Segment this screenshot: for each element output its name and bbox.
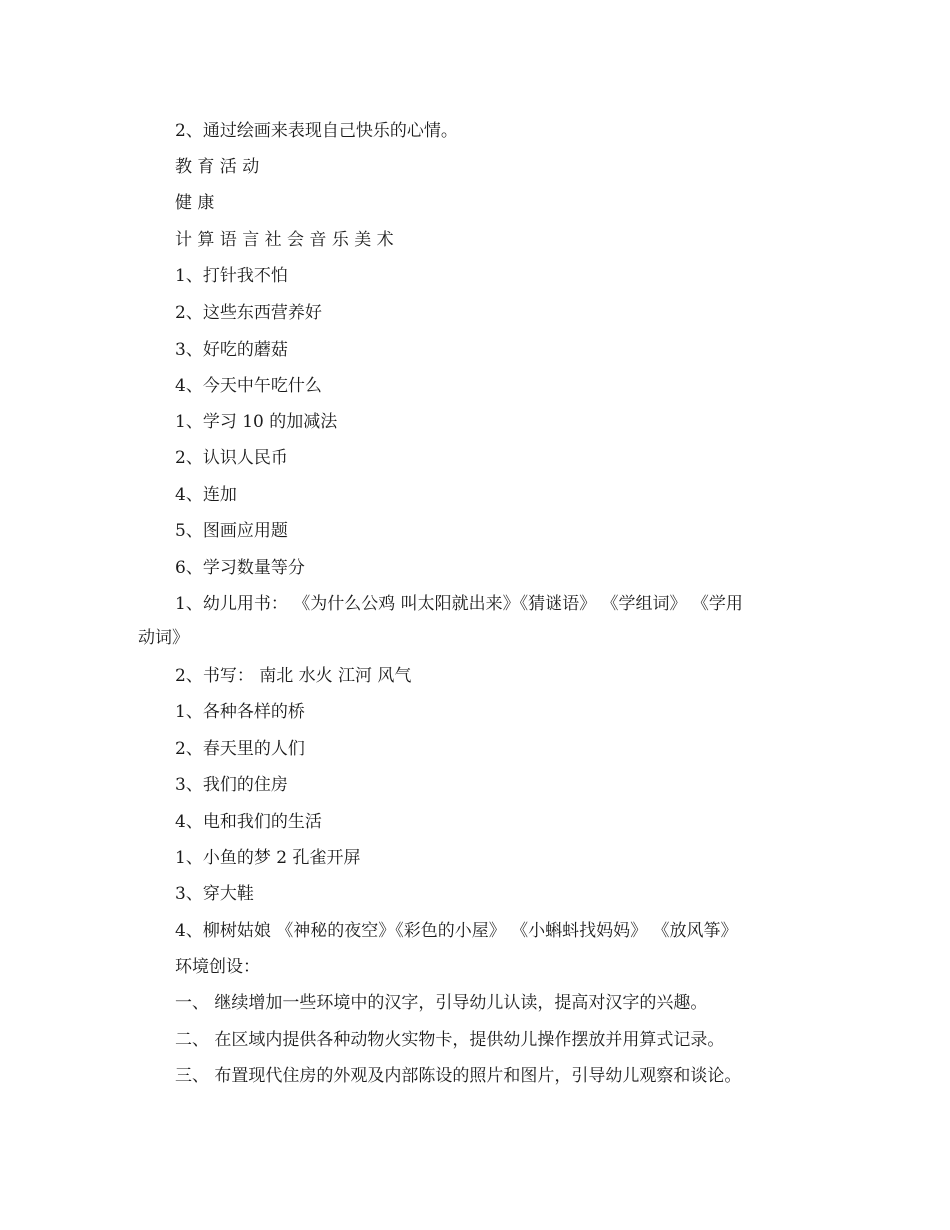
list-item-continuation: 动词》: [138, 628, 189, 648]
list-item: 1、小鱼的梦 2 孔雀开屏: [175, 848, 361, 868]
list-item: 1、各种各样的桥: [175, 702, 305, 722]
list-item: 4、连加: [175, 485, 237, 505]
list-item: 1、学习 10 的加减法: [175, 412, 338, 432]
subject-heading: 健 康: [175, 193, 215, 213]
list-item: 二、 在区域内提供各种动物火实物卡，提供幼儿操作摆放并用算式记录。: [175, 1030, 725, 1050]
list-item: 三、 布置现代住房的外观及内部陈设的照片和图片，引导幼儿观察和谈论。: [175, 1066, 742, 1086]
section-heading: 教 育 活 动: [175, 157, 260, 177]
list-item: 3、好吃的蘑菇: [175, 340, 288, 360]
list-item: 一、 继续增加一些环境中的汉字，引导幼儿认读，提高对汉字的兴趣。: [175, 993, 708, 1013]
section-heading: 环境创设：: [175, 957, 260, 977]
list-item: 2、这些东西营养好: [175, 303, 322, 323]
list-item: 4、电和我们的生活: [175, 812, 322, 832]
list-item: 3、我们的住房: [175, 775, 288, 795]
list-item: 2、书写： 南北 水火 江河 风气: [175, 666, 412, 686]
list-item: 1、打针我不怕: [175, 266, 288, 286]
list-item: 4、今天中午吃什么: [175, 376, 322, 396]
text-line: 2、通过绘画来表现自己快乐的心情。: [175, 121, 458, 141]
list-item: 2、春天里的人们: [175, 739, 305, 759]
list-item: 3、穿大鞋: [175, 884, 254, 904]
list-item: 6、学习数量等分: [175, 558, 305, 578]
list-item: 4、柳树姑娘 《神秘的夜空》《彩色的小屋》 《小蝌蚪找妈妈》 《放风筝》: [175, 921, 738, 941]
list-item: 1、幼儿用书： 《为什么公鸡 叫太阳就出来》《猜谜语》 《学组词》 《学用: [175, 594, 743, 614]
list-item: 5、图画应用题: [175, 521, 288, 541]
list-item: 2、认识人民币: [175, 448, 288, 468]
subject-list: 计 算 语 言 社 会 音 乐 美 术: [175, 230, 394, 250]
